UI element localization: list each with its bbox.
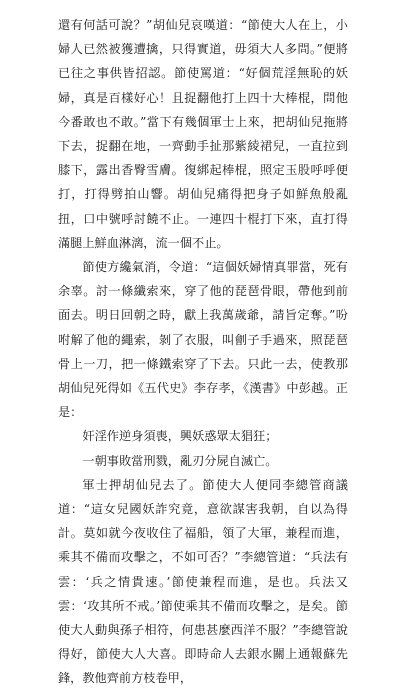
body-paragraph-3: 軍士押胡仙兒去了。節使大人便同李總管商議道：“這女兒國妖詐究竟，意欲謀害我朝，自以為得計。莫如就今夜收住了福船，領了大軍，兼程而進，乘其不備而攻擊之，不如可否？”李總管道：“兵法有雲：‘兵之情貴速。’節使兼程而進，是也。兵法又雲：‘攻其所不戒。’節使乘其不備而攻擊之，是矣。節使大人動與孫子相符，何患甚麼西洋不服？”李總管說得好，節使大人大喜。即時命人去銀水關上通報蘇先鋒，教他齊前方枝卷甲， — [58, 477, 348, 686]
body-paragraph-1: 還有何話可說？”胡仙兒哀嘆道：“節使大人在上，小婦人已然被獲遭擒，只得實道，毋須大人多問。”便將已往之事供皆招認。節使罵道：“好個荒淫無恥的妖婦，真是百樣好心！且捉翻他打上四十大棒棍，問他今番敢也不敢。”當下有幾個軍士上來，把胡仙兒拖將下去，捉翻在地，一齊動手扯那紫綾裙兒，一直拉到膝下，露出香臀雪膚。復綁起棒棍，照定玉股呼呼便打，打得劈拍山響。胡仙兒痛得把身子如鮮魚般亂扭，口中號呼討饒不止。一連四十棍打下來，直打得滿腿上鮮血淋漓，流一個不止。 — [58, 18, 348, 250]
verse-line-1: 奸淫作逆身須喪，興妖惑眾太猖狂； — [82, 429, 278, 444]
verse-line-2: 一朝事敗當刑戮，亂刃分屍自滅亡。 — [82, 453, 278, 468]
document-page — [58, 13, 348, 691]
body-paragraph-2: 節使方纔氣消，令道：“這個妖婦情真罪當，死有余辜。討一條纖索來，穿了他的琵琶骨眼，帶他到前面去。明日回朝之時，獻上我萬歲爺，請旨定奪。”吩咐解了他的繩索，剝了衣服，叫劊子手過來，照琵琶骨上一刀，把一條鐵索穿了下去。只此一去，使教那胡仙兒死得如《五代史》李存孝，《漢書》中彭越。正是： — [58, 260, 348, 420]
